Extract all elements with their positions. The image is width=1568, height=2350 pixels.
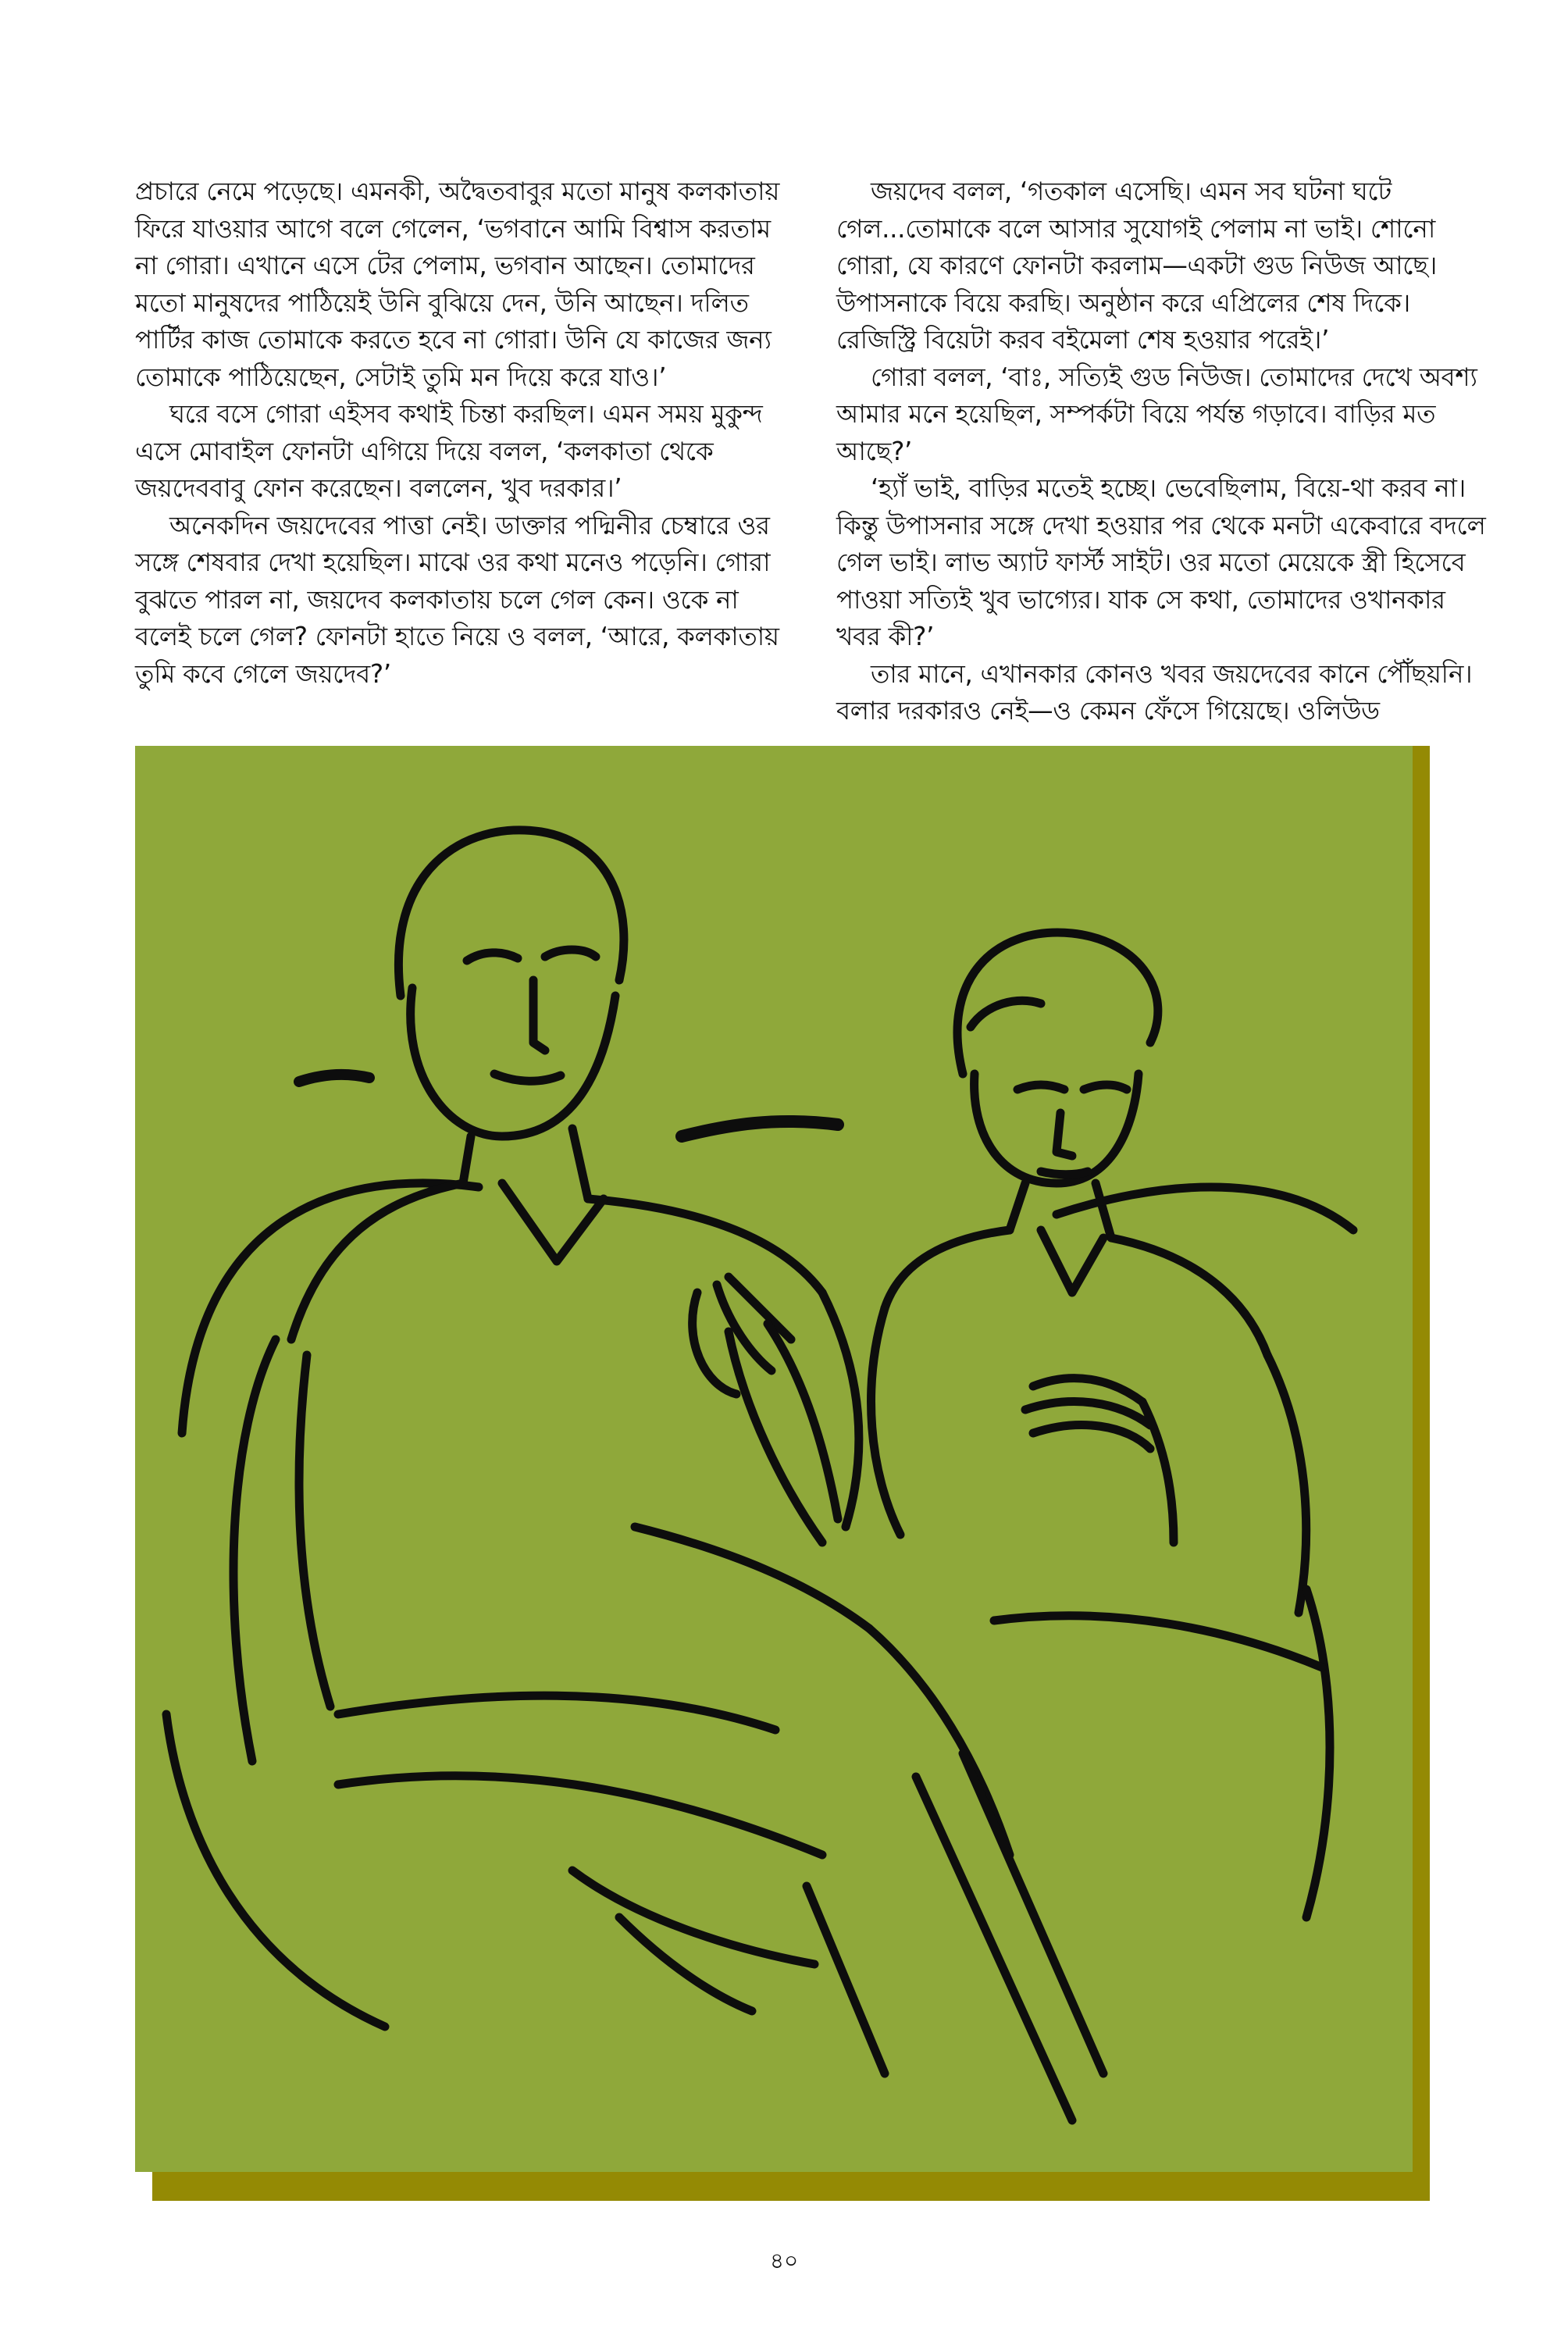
paragraph: ‘হ্যাঁ ভাই, বাড়ির মতেই হচ্ছে। ভেবেছিলাম, বিয়ে-থা করব না। কিন্তু উপাসনার সঙ্গে দেখা হওয়ার পর থেকে মনটা একেবারে বদলে গেল ভাই। লাভ অ্যাট ফার্স্ট সাইট। ওর মতো মেয়েকে স্ত্রী হিসেবে পাওয়া সত্যিই খুব ভাগ্যের। যাক সে কথা, তোমাদের ওখানকার খবর কী?’ xyxy=(836,473,1494,651)
paragraph: প্রচারে নেমে পড়েছে। এমনকী, অদ্বৈতবাবুর মতো মানুষ কলকাতায় ফিরে যাওয়ার আগে বলে গেলেন, ‘ভগবানে আমি বিশ্বাস করতাম না গোরা। এখানে এসে টের পেলাম, ভগবান আছেন। তোমাদের মতো মানুষদের পাঠিয়েই উনি বুঝিয়ে দেন, উনি আছেন। দলিত পার্টির কাজ তোমাকে করতে হবে না গোরা। উনি যে কাজের জন্য তোমাকে পাঠিয়েছেন, সেটাই তুমি মন দিয়ে করে যাও।’ xyxy=(135,177,788,392)
paragraph: জয়দেব বলল, ‘গতকাল এসেছি। এমন সব ঘটনা ঘটে গেল...তোমাকে বলে আসার সুযোগই পেলাম না ভাই। শোনো গোরা, যে কারণে ফোনটা করলাম—একটা গুড নিউজ আছে। উপাসনাকে বিয়ে করছি। অনুষ্ঠান করে এপ্রিলের শেষ দিকে। রেজিস্ট্রি বিয়েটা করব বইমেলা শেষ হওয়ার পরেই।’ xyxy=(836,177,1445,355)
illustration xyxy=(135,746,1430,2201)
paragraph: তার মানে, এখানকার কোনও খবর জয়দেবের কানে পৌঁছয়নি। বলার দরকারও নেই—ও কেমন ফেঁসে গিয়েছে। ওলিউড xyxy=(836,658,1481,726)
illustration-art xyxy=(135,746,1430,2201)
paragraph: ঘরে বসে গোরা এইসব কথাই চিন্তা করছিল। এমন সময় মুকুন্দ এসে মোবাইল ফোনটা এগিয়ে দিয়ে বলল, ‘কলকাতা থেকে জয়দেববাবু ফোন করেছেন। বললেন, খুব দরকার।’ xyxy=(135,399,771,503)
paragraph: অনেকদিন জয়দেবের পাত্তা নেই। ডাক্তার পদ্মিনীর চেম্বারে ওর সঙ্গে শেষবার দেখা হয়েছিল। মাঝে ওর কথা মনেও পড়েনি। গোরা বুঝতে পারল না, জয়দেব কলকাতায় চলে গেল কেন। ওকে না বলেই চলে গেল? ফোনটা হাতে নিয়ে ও বলল, ‘আরে, কলকাতায় তুমি কবে গেলে জয়দেব?’ xyxy=(135,510,787,689)
left-text-column xyxy=(135,173,789,693)
page-number: ৪০ xyxy=(769,2248,799,2273)
paragraph: গোরা বলল, ‘বাঃ, সত্যিই গুড নিউজ। তোমাদের দেখে অবশ্য আমার মনে হয়েছিল, সম্পর্কটা বিয়ে পর্যন্ত গড়াবে। বাড়ির মত আছে?’ xyxy=(836,362,1485,466)
right-text-column xyxy=(836,173,1494,730)
